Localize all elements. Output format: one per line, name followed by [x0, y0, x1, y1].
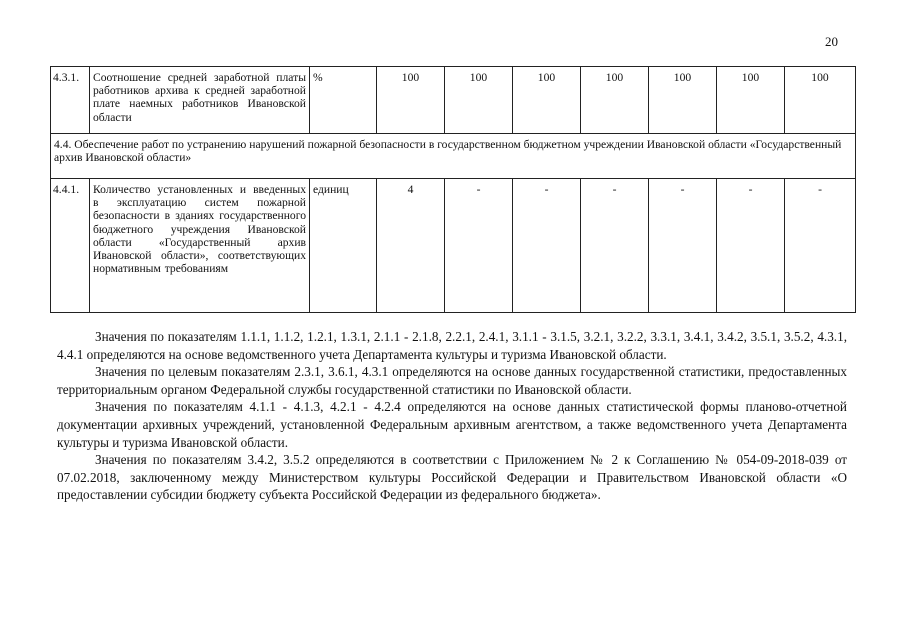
- row-431-value: 100: [444, 66, 513, 134]
- row-441-value: -: [784, 178, 856, 313]
- note-paragraph: Значения по показателям 1.1.1, 1.1.2, 1.2.1, 1.3.1, 2.1.1 - 2.1.8, 2.2.1, 2.4.1, 3.1.1 - 3.1.5, 3.2.1, 3.2.2, 3.3.1, 3.4.1, 3.4.2, 3.5.1, 3.5.2, 4.3.1, 4.4.1 определяются на основе ведомственного учета Департамента культуры и туризма Ивановской области.: [57, 329, 847, 362]
- row-441-description: Количество установленных и введенных в эксплуатацию систем пожарной безопасности в зданиях государственного бюджетного учреждения Ивановской области «Государственный архив Ивановской области», соответствующих нормативным требованиям: [89, 178, 310, 313]
- row-431-value: 100: [580, 66, 649, 134]
- row-431-number: 4.3.1.: [50, 66, 90, 134]
- row-431-value: 100: [784, 66, 856, 134]
- row-441-number: 4.4.1.: [50, 178, 90, 313]
- note-paragraph: Значения по показателям 3.4.2, 3.5.2 определяются в соответствии с Приложением № 2 к Соглашению № 054-09-2018-039 от 07.02.2018, заключенному между Министерством культуры Российской Федерации и Правительством Ивановской области «О предоставлении субсидии бюджету субъекта Российской Федерации из федерального бюджета».: [57, 452, 847, 503]
- row-441-value: -: [512, 178, 581, 313]
- row-441-value: -: [444, 178, 513, 313]
- section-44-heading: 4.4. Обеспечение работ по устранению нарушений пожарной безопасности в государственном бюджетном учреждении Ивановской области «Государственный архив Ивановской области»: [50, 133, 856, 179]
- row-431-value: 100: [512, 66, 581, 134]
- note-paragraph: Значения по целевым показателям 2.3.1, 3.6.1, 4.3.1 определяются на основе данных государственной статистики, предоставленных территориальным органом Федеральной службы государственной статистики по Ивановской области.: [57, 364, 847, 397]
- page-number: 20: [825, 34, 838, 49]
- row-431-value: 100: [376, 66, 445, 134]
- indicator-table: [50, 66, 856, 313]
- row-441-value: -: [716, 178, 785, 313]
- row-431-description: Соотношение средней заработной платы работников архива к средней заработной плате наемных работников Ивановской области: [89, 66, 310, 134]
- note-paragraph: Значения по показателям 4.1.1 - 4.1.3, 4.2.1 - 4.2.4 определяются на основе данных статистической формы планово-отчетной документации архивных учреждений, установленной Федеральным архивным агентством, а также ведомственного учета Департамента культуры и туризма Ивановской области.: [57, 399, 847, 450]
- row-441-value: -: [648, 178, 717, 313]
- row-431-unit: %: [309, 66, 377, 134]
- row-441-value: -: [580, 178, 649, 313]
- notes-text: [57, 328, 847, 504]
- row-441-unit: единиц: [309, 178, 377, 313]
- row-431-value: 100: [716, 66, 785, 134]
- row-431-value: 100: [648, 66, 717, 134]
- row-441-value: 4: [376, 178, 445, 313]
